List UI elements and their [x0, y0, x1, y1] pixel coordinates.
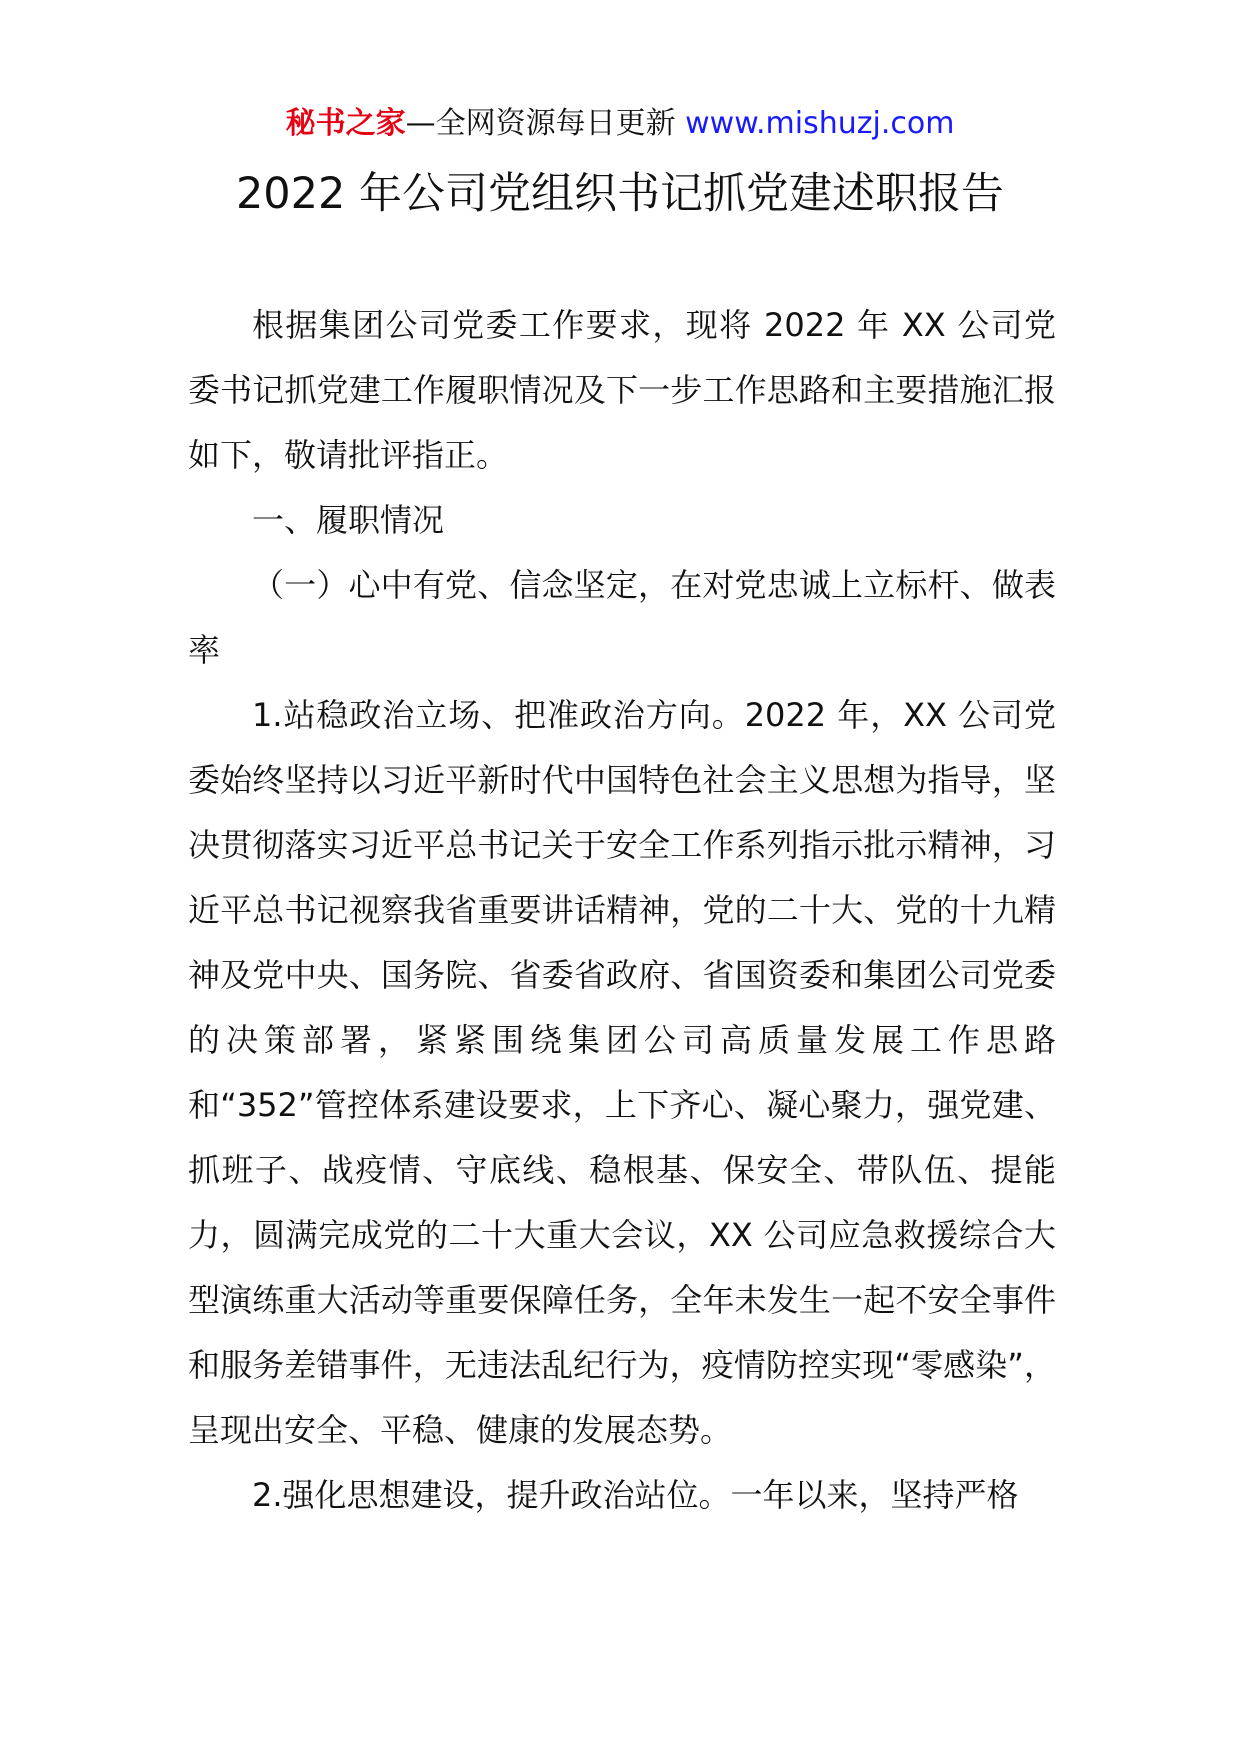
subsection-heading: （一）心中有党、信念坚定，在对党忠诚上立标杆、做表率 [188, 566, 1056, 669]
site-url-link[interactable]: www.mishuzj.com [685, 106, 955, 141]
brand-name: 秘书之家 [285, 106, 406, 141]
body-paragraph: 2.强化思想建设，提升政治站位。一年以来，坚持严格 [252, 1476, 1019, 1514]
document-title: 2022 年公司党组织书记抓党建述职报告 [235, 169, 1005, 219]
document-body [188, 293, 1056, 1528]
body-paragraph: 1.站稳政治立场、把准政治方向。2022 年，XX 公司党委始终坚持以习近平新时代中国特色社会主义思想为指导，坚决贯彻落实习近平总书记关于安全工作系列指示批示精神，习近平总书记视察我省重要讲话精神，党的二十大、党的十九精神及党中央、国务院、省委省政府、省国资委和集团公司党委的决策部署，紧紧围绕集团公司高质量发展工作思路和“352”管控体系建设要求，上下齐心、凝心聚力，强党建、抓班子、战疫情、守底线、稳根基、保安全、带队伍、提能力，圆满完成党的二十大重大会议，XX 公司应急救援综合大型演练重大活动等重要保障任务，全年未发生一起不安全事件和服务差错事件，无违法乱纪行为，疫情防控实现“零感染”，呈现出安全、平稳、健康的发展态势。 [188, 696, 1056, 1449]
header-tagline: —全网资源每日更新 [405, 106, 686, 141]
section-heading: 一、履职情况 [252, 501, 445, 539]
site-header [0, 104, 1240, 144]
intro-paragraph: 根据集团公司党委工作要求，现将 2022 年 XX 公司党委书记抓党建工作履职情况及下一步工作思路和主要措施汇报如下，敬请批评指正。 [188, 306, 1056, 474]
